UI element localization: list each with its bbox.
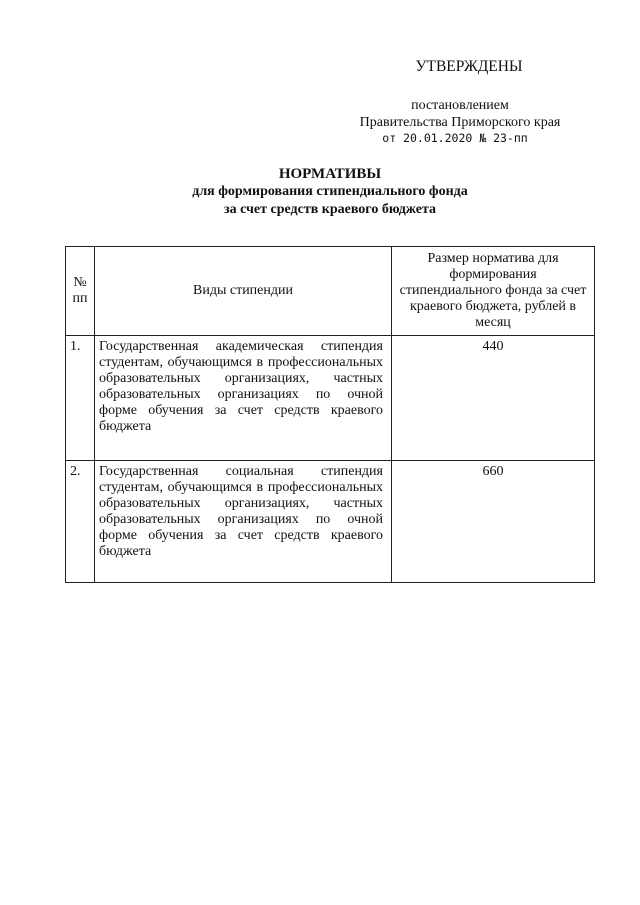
header-scholarship-type: Виды стипендии xyxy=(95,247,392,336)
table-header-row xyxy=(66,247,595,336)
norms-table xyxy=(65,246,595,583)
row-scholarship-type: Государственная академическая стипендия студентам, обучающимся в профессиональных образовательных организациях, частных образовательных организациях по очной форме обучения за счет средств краевого бюджета xyxy=(95,336,392,461)
decree-date-number: от 20.01.2020 № 23-пп xyxy=(382,131,528,145)
title-line-2: для формирования стипендиального фонда xyxy=(192,184,468,199)
row-norm-value: 440 xyxy=(392,336,595,461)
header-number: № пп xyxy=(66,247,95,336)
approved-label: УТВЕРЖДЕНЫ xyxy=(415,58,523,75)
decree-word: постановлением xyxy=(411,98,509,113)
header-norm-size: Размер норматива для формирования стипендиального фонда за счет краевого бюджета, рублей в месяц xyxy=(392,247,595,336)
row-norm-value: 660 xyxy=(392,461,595,583)
table-row xyxy=(66,336,595,461)
document-title xyxy=(60,165,600,219)
title-main: НОРМАТИВЫ xyxy=(278,166,382,182)
title-line-3: за счет средств краевого бюджета xyxy=(223,202,437,217)
row-number: 1. xyxy=(66,336,95,461)
government-name: Правительства Приморского края xyxy=(359,115,561,130)
approval-stamp xyxy=(340,58,580,146)
table-row xyxy=(66,461,595,583)
row-number: 2. xyxy=(66,461,95,583)
row-scholarship-type: Государственная социальная стипендия студентам, обучающимся в профессиональных образовательных организациях, частных образовательных организациях по очной форме обучения за счет средств краевого бюджета xyxy=(95,461,392,583)
